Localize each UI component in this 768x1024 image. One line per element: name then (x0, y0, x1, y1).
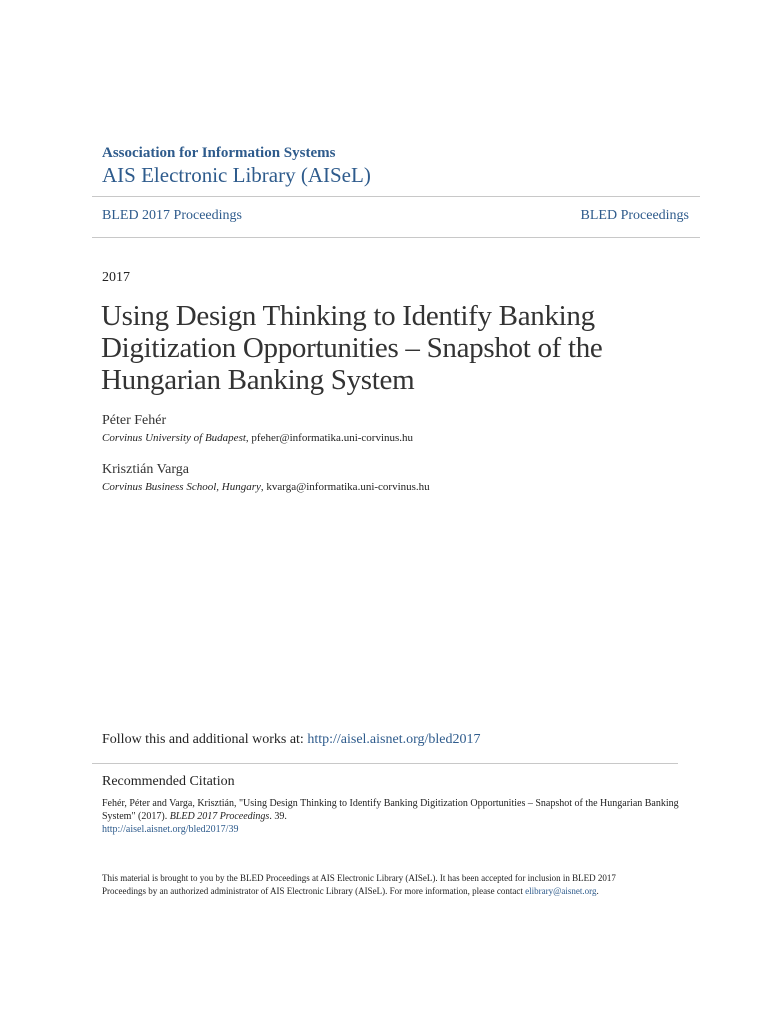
contact-email-link[interactable]: elibrary@aisnet.org (525, 886, 597, 896)
author-name: Péter Fehér (102, 413, 167, 428)
header (102, 145, 371, 188)
author-email: , pfeher@informatika.uni-corvinus.hu (245, 432, 414, 444)
author-affiliation (102, 481, 430, 493)
citation-number: . 39. (269, 811, 287, 822)
series-link[interactable]: BLED Proceedings (580, 208, 689, 223)
divider-nav (92, 237, 700, 238)
follow-link[interactable]: http://aisel.aisnet.org/bled2017 (307, 732, 481, 747)
footer-notice (102, 872, 662, 898)
follow-text: Follow this and additional works at: (102, 732, 308, 747)
author-name: Krisztián Varga (102, 462, 189, 477)
citation-text (102, 797, 692, 823)
footer-text: This material is brought to you by the BLED Proceedings at AIS Electronic Library (AISeL). It has been accepted for inclusion in BLED 2017 Proceedings by an authorized administrator of AIS Electronic Library (AISeL). For more information, please contact (102, 873, 616, 896)
publication-year: 2017 (102, 270, 130, 285)
association-name: Association for Information Systems (102, 145, 336, 161)
paper-title: Using Design Thinking to Identify Banking Digitization Opportunities – Snapshot of the Hungarian Banking System (101, 300, 603, 396)
collection-link[interactable]: BLED 2017 Proceedings (102, 208, 242, 223)
library-name[interactable]: AIS Electronic Library (AISeL) (102, 163, 371, 187)
citation-link[interactable]: http://aisel.aisnet.org/bled2017/39 (102, 824, 239, 835)
citation-proceedings: BLED 2017 Proceedings (169, 811, 270, 822)
affiliation-institution: Corvinus Business School, Hungary (102, 481, 261, 493)
author-email: , kvarga@informatika.uni-corvinus.hu (260, 481, 430, 493)
author-affiliation (102, 432, 413, 444)
footer-end: . (596, 886, 599, 896)
citation-heading: Recommended Citation (102, 774, 235, 789)
divider-citation (92, 763, 678, 764)
citation-body: Fehér, Péter and Varga, Krisztián, "Using Design Thinking to Identify Banking Digitization Opportunities – Snapshot of the Hungarian Banking System" (2017). (102, 798, 679, 822)
divider-top (92, 196, 700, 197)
affiliation-institution: Corvinus University of Budapest (102, 432, 246, 444)
follow-line (102, 732, 481, 748)
